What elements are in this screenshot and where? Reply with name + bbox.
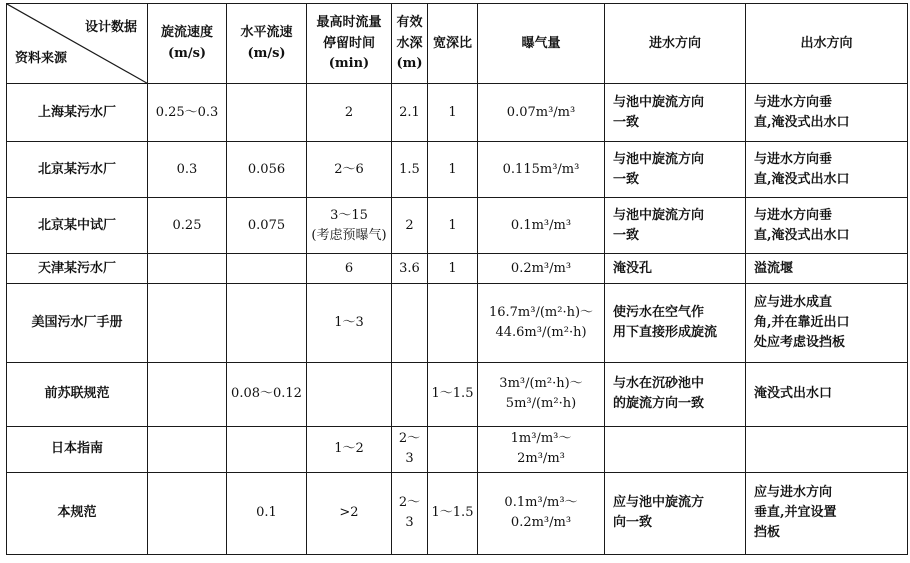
- swirl-velocity-cell: 0.25～0.3: [148, 84, 227, 142]
- aeration-cell: 0.115m³/m³: [478, 142, 605, 198]
- source-cell: 天津某污水厂: [7, 254, 148, 284]
- source-cell: 前苏联规范: [7, 362, 148, 426]
- source-cell: 北京某污水厂: [7, 142, 148, 198]
- swirl-velocity-cell: [148, 254, 227, 284]
- swirl-velocity-cell: [148, 472, 227, 554]
- inlet-direction-cell: 淹没孔: [605, 254, 746, 284]
- outlet-direction-cell: 溢流堰: [746, 254, 908, 284]
- width-depth-ratio-cell: 1: [428, 254, 478, 284]
- header-aeration: 曝气量: [478, 4, 605, 84]
- swirl-velocity-cell: [148, 426, 227, 472]
- header-retention-time: 最高时流量 停留时间 (min): [307, 4, 392, 84]
- outlet-direction-cell: 与进水方向垂 直,淹没式出水口: [746, 142, 908, 198]
- inlet-direction-cell: [605, 426, 746, 472]
- retention-time-cell: [307, 362, 392, 426]
- header-effective-depth: 有效 水深 (m): [392, 4, 428, 84]
- table-row: [7, 142, 908, 198]
- table-row: [7, 472, 908, 554]
- horizontal-velocity-cell: 0.08～0.12: [227, 362, 307, 426]
- horizontal-velocity-cell: 0.075: [227, 198, 307, 254]
- source-cell: 美国污水厂手册: [7, 284, 148, 362]
- corner-label-design-data: 设计数据: [84, 20, 137, 35]
- source-cell: 上海某污水厂: [7, 84, 148, 142]
- inlet-direction-cell: 使污水在空气作 用下直接形成旋流: [605, 284, 746, 362]
- source-cell: 日本指南: [7, 426, 148, 472]
- effective-depth-cell: [392, 284, 428, 362]
- width-depth-ratio-cell: 1～1.5: [428, 472, 478, 554]
- table-row: [7, 284, 908, 362]
- inlet-direction-cell: 与池中旋流方向 一致: [605, 198, 746, 254]
- outlet-direction-cell: 与进水方向垂 直,淹没式出水口: [746, 84, 908, 142]
- width-depth-ratio-cell: [428, 284, 478, 362]
- table-row: [7, 84, 908, 142]
- horizontal-velocity-cell: [227, 254, 307, 284]
- aeration-cell: 0.2m³/m³: [478, 254, 605, 284]
- retention-time-cell: 2: [307, 84, 392, 142]
- outlet-direction-cell: 淹没式出水口: [746, 362, 908, 426]
- corner-header-cell: [7, 4, 148, 84]
- horizontal-velocity-cell: [227, 426, 307, 472]
- aeration-cell: 0.1m³/m³: [478, 198, 605, 254]
- table-row: [7, 426, 908, 472]
- table-row: [7, 198, 908, 254]
- table-row: [7, 362, 908, 426]
- aeration-cell: 0.07m³/m³: [478, 84, 605, 142]
- header-swirl-velocity: 旋流速度 (m/s): [148, 4, 227, 84]
- inlet-direction-cell: 与水在沉砂池中 的旋流方向一致: [605, 362, 746, 426]
- aeration-cell: 1m³/m³～ 2m³/m³: [478, 426, 605, 472]
- retention-time-cell: 2～6: [307, 142, 392, 198]
- width-depth-ratio-cell: 1: [428, 198, 478, 254]
- horizontal-velocity-cell: 0.056: [227, 142, 307, 198]
- effective-depth-cell: 1.5: [392, 142, 428, 198]
- effective-depth-cell: [392, 362, 428, 426]
- horizontal-velocity-cell: 0.1: [227, 472, 307, 554]
- retention-time-cell: 1～2: [307, 426, 392, 472]
- effective-depth-cell: 3.6: [392, 254, 428, 284]
- width-depth-ratio-cell: 1: [428, 142, 478, 198]
- table-row: [7, 254, 908, 284]
- aeration-cell: 16.7m³/(m²·h)～ 44.6m³/(m²·h): [478, 284, 605, 362]
- outlet-direction-cell: 应与进水方向 垂直,并宜设置 挡板: [746, 472, 908, 554]
- retention-time-cell: >2: [307, 472, 392, 554]
- outlet-direction-cell: 应与进水成直 角,并在靠近出口 处应考虑设挡板: [746, 284, 908, 362]
- header-outlet-direction: 出水方向: [746, 4, 908, 84]
- width-depth-ratio-cell: [428, 426, 478, 472]
- aeration-cell: 3m³/(m²·h)～ 5m³/(m²·h): [478, 362, 605, 426]
- source-cell: 北京某中试厂: [7, 198, 148, 254]
- retention-time-cell: 6: [307, 254, 392, 284]
- effective-depth-cell: 2～3: [392, 426, 428, 472]
- retention-time-cell: 3～15 (考虑预曝气): [307, 198, 392, 254]
- header-inlet-direction: 进水方向: [605, 4, 746, 84]
- swirl-velocity-cell: [148, 284, 227, 362]
- inlet-direction-cell: 应与池中旋流方 向一致: [605, 472, 746, 554]
- effective-depth-cell: 2～3: [392, 472, 428, 554]
- effective-depth-cell: 2.1: [392, 84, 428, 142]
- corner-label-source: 资料来源: [15, 51, 68, 66]
- inlet-direction-cell: 与池中旋流方向 一致: [605, 142, 746, 198]
- header-row: [7, 4, 908, 84]
- header-width-depth-ratio: 宽深比: [428, 4, 478, 84]
- horizontal-velocity-cell: [227, 84, 307, 142]
- effective-depth-cell: 2: [392, 198, 428, 254]
- horizontal-velocity-cell: [227, 284, 307, 362]
- swirl-velocity-cell: 0.25: [148, 198, 227, 254]
- inlet-direction-cell: 与池中旋流方向 一致: [605, 84, 746, 142]
- width-depth-ratio-cell: 1: [428, 84, 478, 142]
- design-data-table: [6, 3, 908, 555]
- swirl-velocity-cell: [148, 362, 227, 426]
- outlet-direction-cell: [746, 426, 908, 472]
- aeration-cell: 0.1m³/m³～ 0.2m³/m³: [478, 472, 605, 554]
- swirl-velocity-cell: 0.3: [148, 142, 227, 198]
- width-depth-ratio-cell: 1～1.5: [428, 362, 478, 426]
- source-cell: 本规范: [7, 472, 148, 554]
- retention-time-cell: 1～3: [307, 284, 392, 362]
- diagonal-divider: [7, 4, 147, 83]
- outlet-direction-cell: 与进水方向垂 直,淹没式出水口: [746, 198, 908, 254]
- header-horizontal-velocity: 水平流速 (m/s): [227, 4, 307, 84]
